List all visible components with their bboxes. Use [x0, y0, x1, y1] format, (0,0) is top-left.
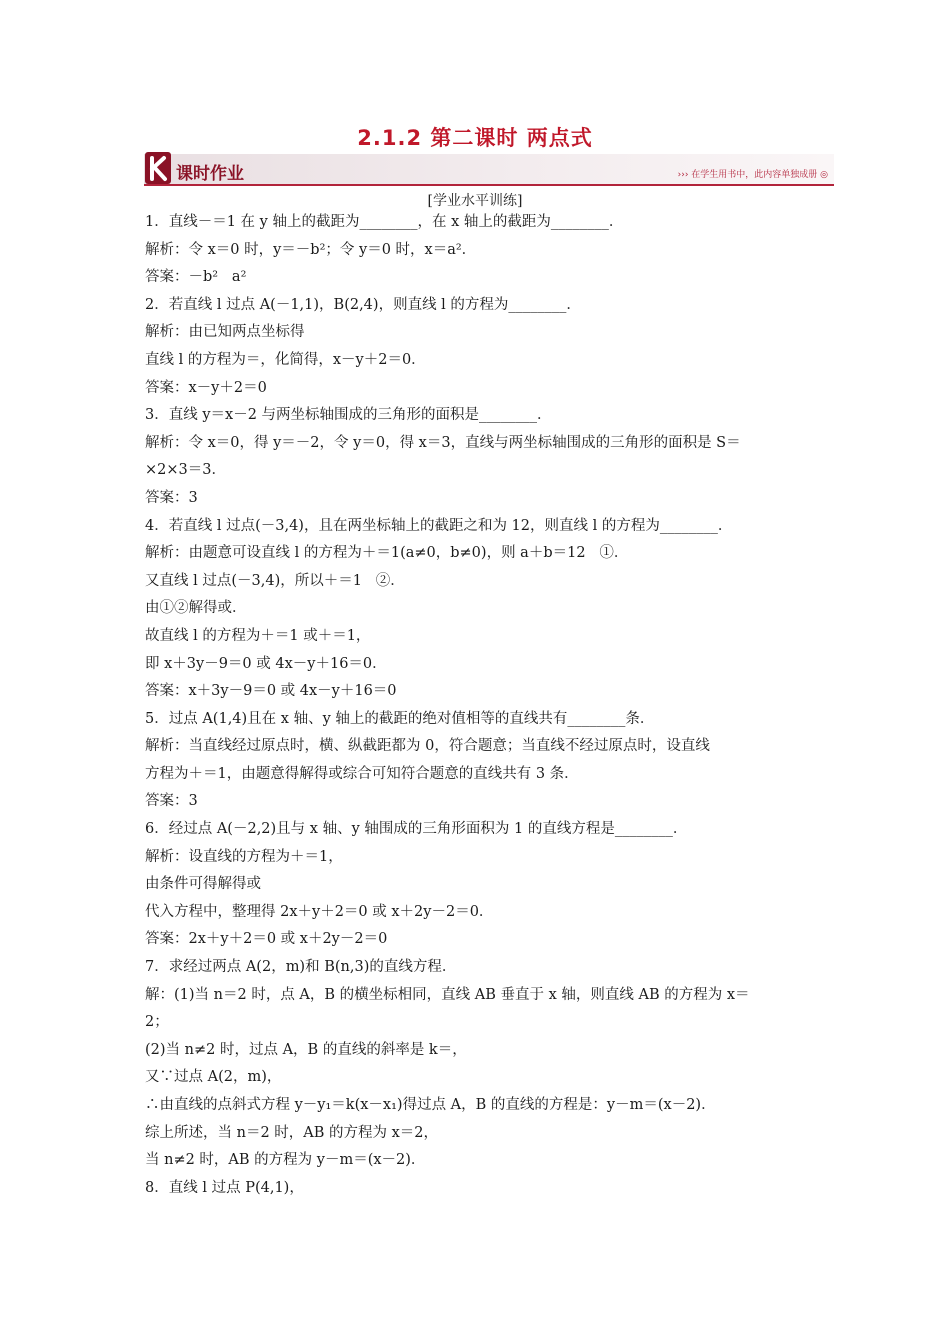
- page-title: 2.1.2 第二课时 两点式: [357, 126, 593, 150]
- text-line: 方程为＋＝1，由题意得解得或综合可知符合题意的直线共有 3 条．: [145, 765, 579, 782]
- text-line: 解析：令 x＝0，得 y＝－2，令 y＝0，得 x＝3，直线与两坐标轴围成的三角形的面积是 S＝: [145, 434, 741, 451]
- text-line: 当 n≠2 时，AB 的方程为 y－m＝(x－2)．: [145, 1152, 426, 1169]
- text-line: 6．经过点 A(－2,2)且与 x 轴、y 轴围成的三角形面积为 1 的直线方程是________．: [145, 821, 688, 838]
- text-line: 解析：令 x＝0 时，y＝－b²；令 y＝0 时，x＝a²．: [145, 241, 477, 258]
- exercise-content: [145, 209, 809, 1202]
- text-line: 5．过点 A(1,4)且在 x 轴、y 轴上的截距的绝对值相等的直线共有________条．: [145, 710, 655, 727]
- text-line: 由①②解得或．: [145, 600, 247, 617]
- text-line: 答案：x－y＋2＝0: [145, 379, 267, 396]
- text-line: 8．直线 l 过点 P(4,1)，: [145, 1179, 304, 1196]
- k-logo-icon: [144, 150, 174, 186]
- text-line: 故直线 l 的方程为＋＝1 或＋＝1，: [145, 627, 371, 644]
- text-line: 由条件可得解得或: [145, 876, 261, 893]
- text-line: 解析：由已知两点坐标得: [145, 324, 305, 341]
- text-line: 解：(1)当 n＝2 时，点 A，B 的横坐标相同，直线 AB 垂直于 x 轴，则直线 AB 的方程为 x＝: [145, 986, 750, 1003]
- text-line: 答案：x＋3y－9＝0 或 4x－y＋16＝0: [145, 683, 397, 700]
- text-line: ×2×3＝3．: [145, 462, 226, 479]
- text-line: (2)当 n≠2 时，过点 A，B 的直线的斜率是 k＝，: [145, 1041, 467, 1058]
- text-line: 综上所述，当 n＝2 时，AB 的方程为 x＝2，: [145, 1124, 439, 1141]
- text-line: 答案：－b² a²: [145, 269, 247, 286]
- text-line: 直线 l 的方程为＝，化简得，x－y＋2＝0．: [145, 351, 426, 368]
- section-banner: [144, 150, 834, 186]
- text-line: 代入方程中，整理得 2x＋y＋2＝0 或 x＋2y－2＝0．: [145, 903, 494, 920]
- text-line: 解析：设直线的方程为＋＝1，: [145, 848, 343, 865]
- text-line: 又直线 l 过点(－3,4)，所以＋＝1 ②．: [145, 572, 405, 589]
- text-line: 2；: [145, 1014, 169, 1031]
- text-line: 解析：由题意可设直线 l 的方程为＋＝1(a≠0，b≠0)，则 a＋b＝12 ①．: [145, 545, 629, 562]
- text-line: 答案：3: [145, 489, 198, 506]
- text-line: ∴由直线的点斜式方程 y－y₁＝k(x－x₁)得过点 A，B 的直线的方程是：y－m＝(x－2)．: [145, 1097, 716, 1113]
- text-line: 3．直线 y＝x－2 与两坐标轴围成的三角形的面积是________．: [145, 407, 552, 424]
- banner-label: 课时作业: [176, 164, 244, 184]
- text-line: 又∵过点 A(2，m)，: [145, 1069, 282, 1086]
- text-line: 答案：2x＋y＋2＝0 或 x＋2y－2＝0: [145, 931, 388, 948]
- section-label: [学业水平训练]: [427, 193, 523, 209]
- text-line: 4．若直线 l 过点(－3,4)，且在两坐标轴上的截距之和为 12，则直线 l 的方程为________．: [145, 517, 733, 534]
- banner-note: ››› 在学生用书中，此内容单独成册 ◎: [677, 170, 828, 180]
- text-line: 答案：3: [145, 793, 198, 810]
- text-line: 1．直线－＝1 在 y 轴上的截距为________，在 x 轴上的截距为________．: [145, 214, 624, 230]
- text-line: 即 x＋3y－9＝0 或 4x－y＋16＝0．: [145, 655, 387, 672]
- text-line: 7．求经过两点 A(2，m)和 B(n,3)的直线方程．: [145, 959, 457, 976]
- text-line: 2．若直线 l 过点 A(－1,1)，B(2,4)，则直线 l 的方程为________．: [145, 296, 581, 313]
- text-line: 解析：当直线经过原点时，横、纵截距都为 0，符合题意；当直线不经过原点时，设直线: [145, 738, 710, 755]
